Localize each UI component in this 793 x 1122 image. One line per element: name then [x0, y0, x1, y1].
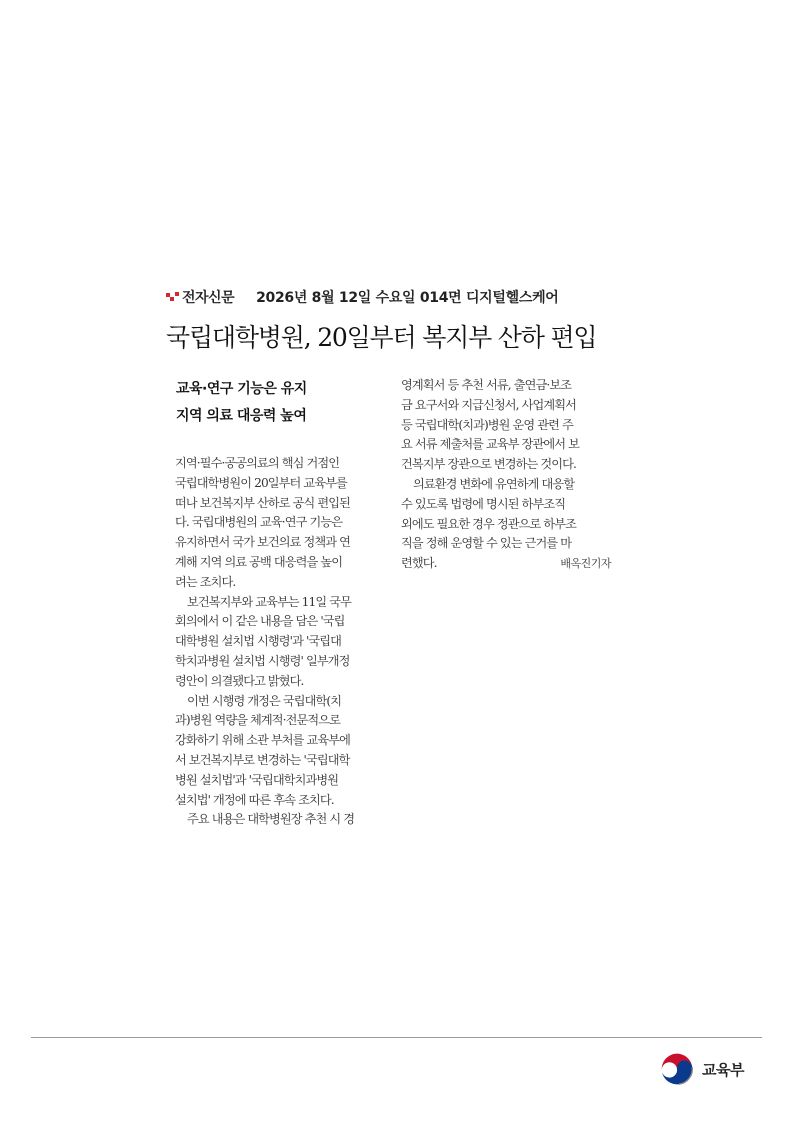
body-line: 서 보건복지부로 변경하는 '국립대학 [175, 752, 350, 767]
body-line: 보건복지부와 교육부는 11일 국무 [187, 594, 351, 609]
body-line: 설치법' 개정에 따른 후속 조치다. [175, 792, 334, 807]
body-line: 등 국립대학(치과)병원 운영 관련 주 [401, 417, 573, 432]
body-line: 의료환경 변화에 유연하게 대응할 [413, 476, 575, 491]
body-line: 려는 조치다. [175, 574, 236, 589]
body-line: 떠나 보건복지부 산하로 공식 편입된 [175, 495, 350, 510]
body-line: 과)병원 역량을 체계적·전문적으로 [175, 713, 341, 728]
body-line: 국립대학병원이 20일부터 교육부를 [175, 475, 347, 490]
publication-meta: 2026년 8월 12일 수요일 014면 디지털헬스케어 [256, 290, 559, 306]
body-line: 령안이 의결됐다고 밝혔다. [175, 673, 304, 688]
article-headline: 국립대학병원, 20일부터 복지부 산하 편입 [166, 323, 597, 352]
footer-divider [31, 1037, 762, 1038]
body-line: 회의에서 이 같은 내용을 담은 '국립 [175, 614, 345, 629]
body-line: 학치과병원 설치법 시행령' 일부개정 [175, 653, 350, 668]
body-line: 영계획서 등 추천 서류, 출연금·보조 [401, 378, 572, 392]
body-line: 병원 설치법'과 '국립대학치과병원 [175, 772, 339, 787]
body-line: 직을 정해 운영할 수 있는 근거를 마 [401, 536, 572, 551]
article-subheadings [176, 376, 386, 430]
body-line: 대학병원 설치법 시행령'과 '국립대 [175, 634, 342, 649]
taeguk-emblem-icon [658, 1050, 696, 1088]
publication-name: 전자신문 [182, 290, 235, 306]
body-line: 금 요구서와 지급신청서, 사업계획서 [401, 397, 576, 412]
body-line: 계해 지역 의료 공백 대응력을 높이 [175, 554, 343, 569]
subheading-line: 지역 의료 대응력 높여 [176, 408, 307, 424]
etnews-logo-icon [166, 291, 179, 304]
final-line-row [401, 554, 611, 574]
ministry-name: 교육부 [702, 1060, 744, 1079]
article-body-right-column [401, 376, 611, 574]
body-line: 다. 국립대병원의 교육·연구 기능은 [175, 515, 343, 530]
body-line: 이번 시행령 개정은 국립대학(치 [187, 693, 342, 708]
subheading-line: 교육·연구 기능은 유지 [176, 381, 307, 397]
body-line: 유지하면서 국가 보건의료 정책과 연 [175, 535, 350, 550]
body-line: 요 서류 제출처를 교육부 장관에서 보 [401, 437, 579, 452]
body-line: 련했다. [401, 556, 437, 571]
article-body-left-column [175, 454, 385, 830]
body-line: 주요 내용은 대학병원장 추천 시 경 [187, 812, 355, 827]
body-line: 수 있도록 법령에 명시된 하부조직 [401, 496, 566, 511]
byline: 배옥진기자 [560, 557, 611, 571]
publication-header [166, 286, 616, 308]
body-line: 건복지부 장관으로 변경하는 것이다. [401, 457, 576, 472]
body-line: 지역·필수·공공의료의 핵심 거점인 [175, 456, 340, 470]
body-line: 강화하기 위해 소관 부처를 교육부에 [175, 733, 350, 748]
ministry-logo [658, 1050, 744, 1088]
body-line: 외에도 필요한 경우 정관으로 하부조 [401, 516, 576, 531]
